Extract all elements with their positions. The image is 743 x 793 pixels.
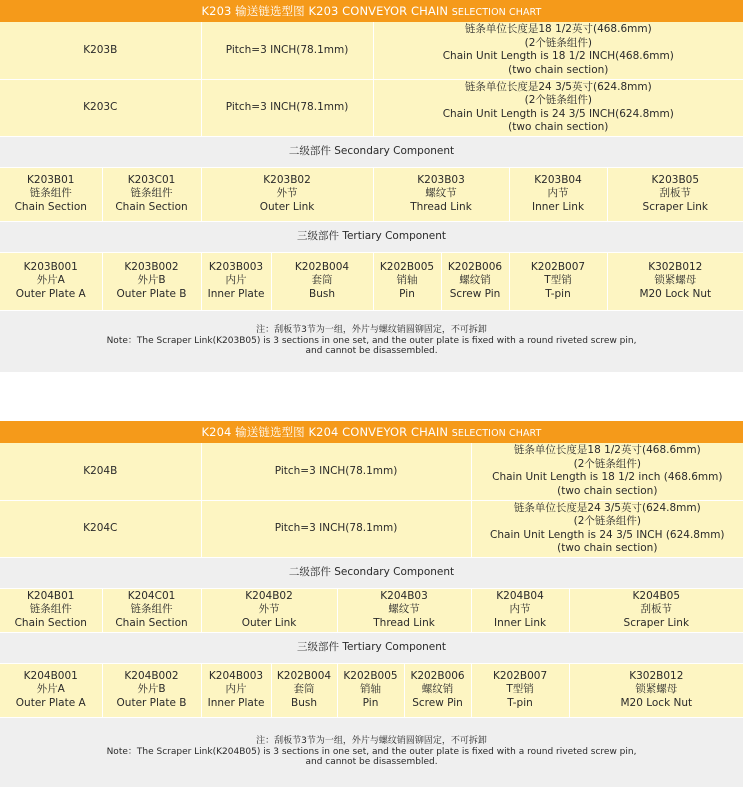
model-cell: K204B	[0, 443, 201, 500]
table-row	[0, 22, 743, 79]
component-cell: K203B04 内节 Inner Link	[509, 167, 607, 221]
component-cell: K203B02 外节 Outer Link	[201, 167, 373, 221]
component-cell: K202B004 套筒 Bush	[271, 252, 373, 310]
component-cell: K203B01 链条组件 Chain Section	[0, 167, 102, 221]
assembly-note: 注：刮板节3节为一组，外片与螺纹销圆铆固定，不可拆卸 Note：The Scraper Link(K203B05) is 3 sections in one set, and the outer plate is fixed with a round riveted screw pin, and cannot be disassembled.	[0, 310, 743, 372]
tertiary-component-header: 三级部件 Tertiary Component	[0, 632, 743, 663]
component-cell: K202B006 螺纹销 Screw Pin	[441, 252, 509, 310]
k204-title: K204 输送链选型图 K204 CONVEYOR CHAIN SELECTION CHART	[0, 421, 743, 443]
pitch-cell: Pitch=3 INCH(78.1mm)	[201, 22, 373, 79]
component-cell: K203B002 外片B Outer Plate B	[102, 252, 201, 310]
component-cell: K203B03 螺纹节 Thread Link	[373, 167, 509, 221]
model-cell: K203C	[0, 79, 201, 136]
component-cell: K302B012 锁紧螺母 M20 Lock Nut	[607, 252, 743, 310]
component-cell: K204B03 螺纹节 Thread Link	[337, 588, 471, 632]
chain-length-cell: 链条单位长度是18 1/2英寸(468.6mm) (2个链条组件) Chain Unit Length is 18 1/2 inch (468.6mm) (two chain section)	[471, 443, 743, 500]
secondary-component-header: 二级部件 Secondary Component	[0, 136, 743, 167]
section-header-row	[0, 136, 743, 167]
table-row	[0, 663, 743, 717]
component-cell: K203B001 外片A Outer Plate A	[0, 252, 102, 310]
chain-length-cell: 链条单位长度是24 3/5英寸(624.8mm) (2个链条组件) Chain Unit Length is 24 3/5 INCH (624.8mm) (two chain section)	[471, 500, 743, 557]
component-cell: K203B003 内片 Inner Plate	[201, 252, 271, 310]
pitch-cell: Pitch=3 INCH(78.1mm)	[201, 443, 471, 500]
note-row	[0, 717, 743, 787]
component-cell: K204B001 外片A Outer Plate A	[0, 663, 102, 717]
k203-table	[0, 22, 743, 373]
chain-length-cell: 链条单位长度是24 3/5英寸(624.8mm) (2个链条组件) Chain Unit Length is 24 3/5 INCH(624.8mm) (two chain section)	[373, 79, 743, 136]
component-cell: K202B006 螺纹销 Screw Pin	[404, 663, 471, 717]
k203-selection-chart	[0, 0, 743, 373]
k204-selection-chart	[0, 421, 743, 788]
component-cell: K302B012 锁紧螺母 M20 Lock Nut	[569, 663, 743, 717]
table-row	[0, 588, 743, 632]
section-header-row	[0, 632, 743, 663]
component-cell: K202B004 套筒 Bush	[271, 663, 337, 717]
component-cell: K204B05 刮板节 Scraper Link	[569, 588, 743, 632]
note-row	[0, 310, 743, 372]
component-cell: K204B002 外片B Outer Plate B	[102, 663, 201, 717]
table-row	[0, 500, 743, 557]
assembly-note: 注：刮板节3节为一组，外片与螺纹销圆铆固定，不可拆卸 Note：The Scraper Link(K204B05) is 3 sections in one set, and the outer plate is fixed with a round riveted screw pin, and cannot be disassembled.	[0, 717, 743, 787]
section-header-row	[0, 221, 743, 252]
table-row	[0, 79, 743, 136]
k204-table	[0, 443, 743, 788]
tertiary-component-header: 三级部件 Tertiary Component	[0, 221, 743, 252]
table-row	[0, 443, 743, 500]
component-cell: K202B007 T型销 T-pin	[509, 252, 607, 310]
component-cell: K203B05 刮板节 Scraper Link	[607, 167, 743, 221]
component-cell: K203C01 链条组件 Chain Section	[102, 167, 201, 221]
component-cell: K204B003 内片 Inner Plate	[201, 663, 271, 717]
component-cell: K202B007 T型销 T-pin	[471, 663, 569, 717]
pitch-cell: Pitch=3 INCH(78.1mm)	[201, 79, 373, 136]
section-header-row	[0, 557, 743, 588]
component-cell: K204B04 内节 Inner Link	[471, 588, 569, 632]
component-cell: K204B02 外节 Outer Link	[201, 588, 337, 632]
table-row	[0, 167, 743, 221]
component-cell: K202B005 销轴 Pin	[373, 252, 441, 310]
chain-length-cell: 链条单位长度是18 1/2英寸(468.6mm) (2个链条组件) Chain Unit Length is 18 1/2 INCH(468.6mm) (two chain section)	[373, 22, 743, 79]
model-cell: K203B	[0, 22, 201, 79]
pitch-cell: Pitch=3 INCH(78.1mm)	[201, 500, 471, 557]
table-row	[0, 252, 743, 310]
secondary-component-header: 二级部件 Secondary Component	[0, 557, 743, 588]
component-cell: K204B01 链条组件 Chain Section	[0, 588, 102, 632]
model-cell: K204C	[0, 500, 201, 557]
component-cell: K202B005 销轴 Pin	[337, 663, 404, 717]
k203-title: K203 输送链选型图 K203 CONVEYOR CHAIN SELECTION CHART	[0, 0, 743, 22]
component-cell: K204C01 链条组件 Chain Section	[102, 588, 201, 632]
